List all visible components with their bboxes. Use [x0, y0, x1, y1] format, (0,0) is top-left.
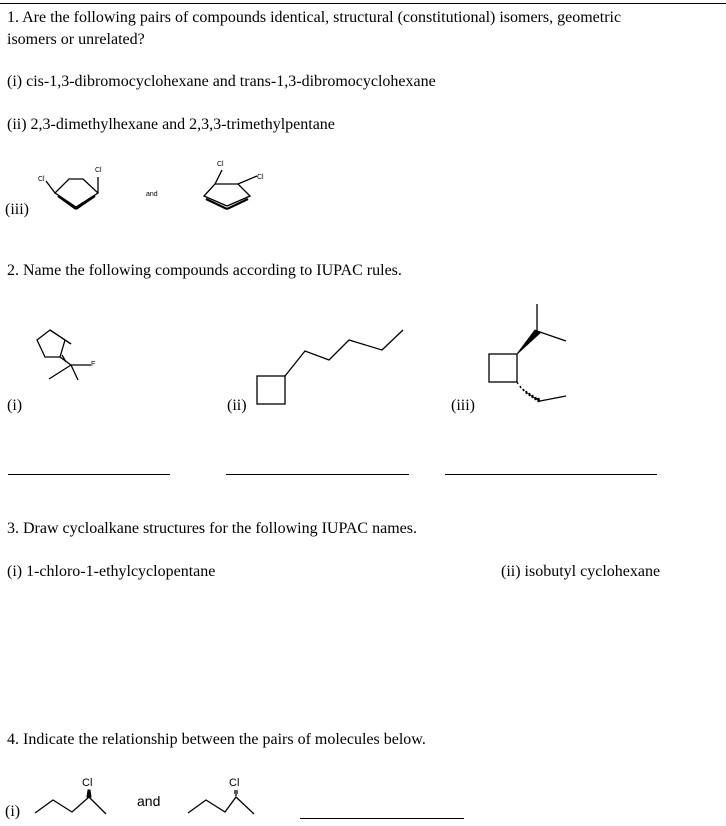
q2-iii-label: (iii): [451, 397, 475, 414]
q2-i-label: (i): [7, 397, 23, 414]
q2-i-fluorine: F: [91, 361, 96, 368]
q1-part-i: (i) cis-1,3-dibromocyclohexane and trans-1,3-dibromocyclohexane: [7, 73, 436, 90]
q3-part-ii: (ii) isobutyl cyclohexane: [501, 563, 661, 580]
q1-part-iii-label: (iii): [5, 201, 29, 218]
q1-iii-cl-a1: Cl: [38, 176, 45, 183]
q1-text-line2: isomers or unrelated?: [7, 31, 145, 48]
q2-ii-label: (ii): [227, 397, 247, 414]
q4-i-cl-a: Cl: [82, 777, 93, 789]
q1-iii-cl-a2: Cl: [95, 167, 102, 174]
q4-i-cl-b: Cl: [229, 777, 240, 789]
q4-i-and: and: [137, 793, 161, 809]
q1-text-line1: 1. Are the following pairs of compounds identical, structural (constitutional) isomers, geometric: [7, 9, 622, 26]
q3-part-i: (i) 1-chloro-1-ethylcyclopentane: [7, 563, 216, 580]
q1-iii-cl-b2: Cl: [257, 174, 264, 181]
q2-heading: 2. Name the following compounds according to IUPAC rules.: [7, 262, 402, 279]
q1-part-ii: (ii) 2,3-dimethylhexane and 2,3,3-trimethylpentane: [7, 116, 335, 133]
q4-i-label: (i): [5, 803, 21, 820]
q4-heading: 4. Indicate the relationship between the pairs of molecules below.: [7, 731, 426, 748]
q3-heading: 3. Draw cycloalkane structures for the following IUPAC names.: [7, 520, 417, 537]
q1-iii-and: and: [146, 191, 158, 198]
q1-iii-cl-b1: Cl: [217, 161, 224, 168]
q4-answer-line-i[interactable]: [300, 818, 464, 819]
